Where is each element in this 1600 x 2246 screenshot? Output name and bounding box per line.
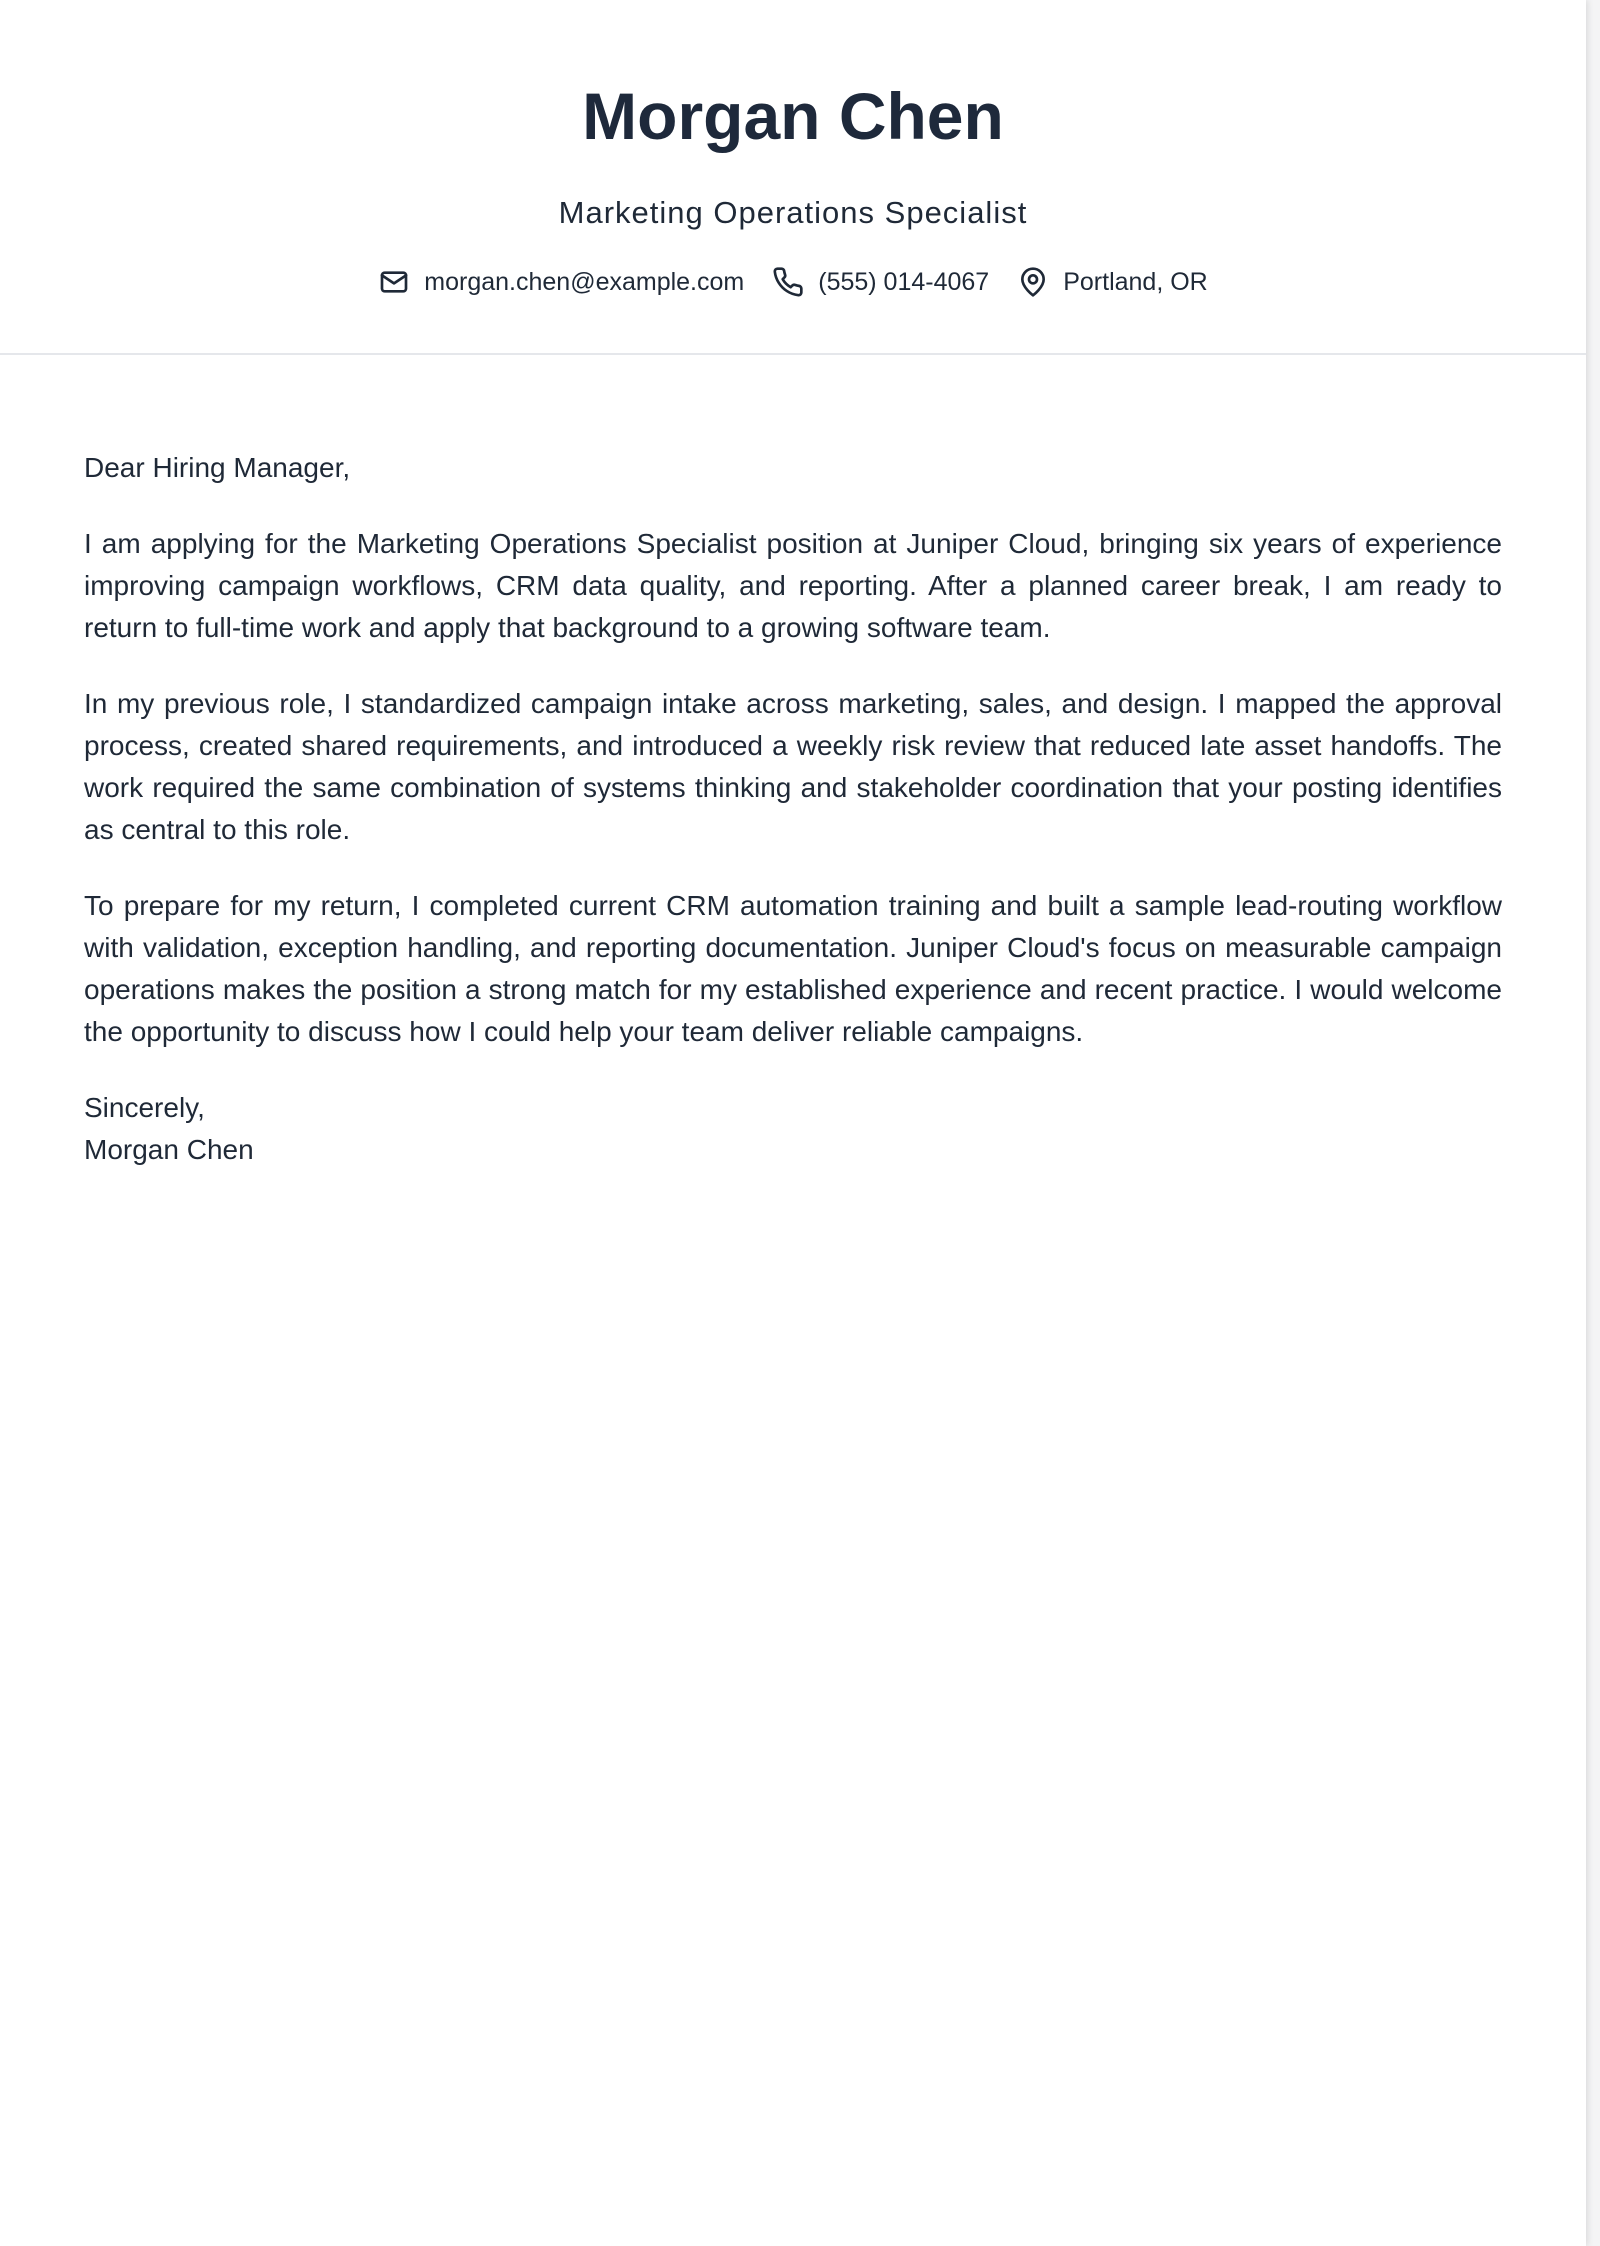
closing-phrase: Sincerely, — [84, 1092, 205, 1123]
letter-body — [84, 447, 1502, 1171]
signature-name: Morgan Chen — [84, 1134, 254, 1165]
email-text: morgan.chen@example.com — [424, 267, 745, 296]
contact-phone[interactable] — [772, 266, 989, 298]
body-paragraph-3: To prepare for my return, I completed current CRM automation training and built a sample lead-routing workflow with validation, exception handling, and reporting documentation. Juniper Cloud's focus on measurable campaign operations makes the position a strong match for my established experience and recent practice. I would welcome the opportunity to discuss how I could help your team deliver reliable campaigns. — [84, 890, 1502, 1047]
letter-header — [0, 0, 1586, 355]
contact-info — [0, 262, 1586, 302]
body-paragraph-1: I am applying for the Marketing Operations Specialist position at Juniper Cloud, bringing six years of experience improving campaign workflows, CRM data quality, and reporting. After a planned career break, I am ready to return to full-time work and apply that background to a growing software team. — [84, 528, 1502, 643]
contact-email[interactable] — [378, 266, 744, 298]
location-pin-icon — [1017, 266, 1049, 298]
salutation: Dear Hiring Manager, — [84, 452, 351, 483]
applicant-name: Morgan Chen — [582, 79, 1004, 153]
contact-location — [1017, 266, 1208, 298]
letter-closing — [84, 1087, 1502, 1171]
location-text: Portland, OR — [1063, 267, 1208, 296]
phone-icon — [772, 266, 804, 298]
job-title: Marketing Operations Specialist — [558, 195, 1028, 230]
body-paragraph-2: In my previous role, I standardized campaign intake across marketing, sales, and design. I mapped the approval process, created shared requirements, and introduced a weekly risk review that reduced late asset handoffs. The work required the same combination of systems thinking and stakeholder coordination that your posting identifies as central to this role. — [84, 688, 1502, 845]
phone-text: (555) 014-4067 — [818, 267, 990, 296]
mail-icon — [378, 266, 410, 298]
